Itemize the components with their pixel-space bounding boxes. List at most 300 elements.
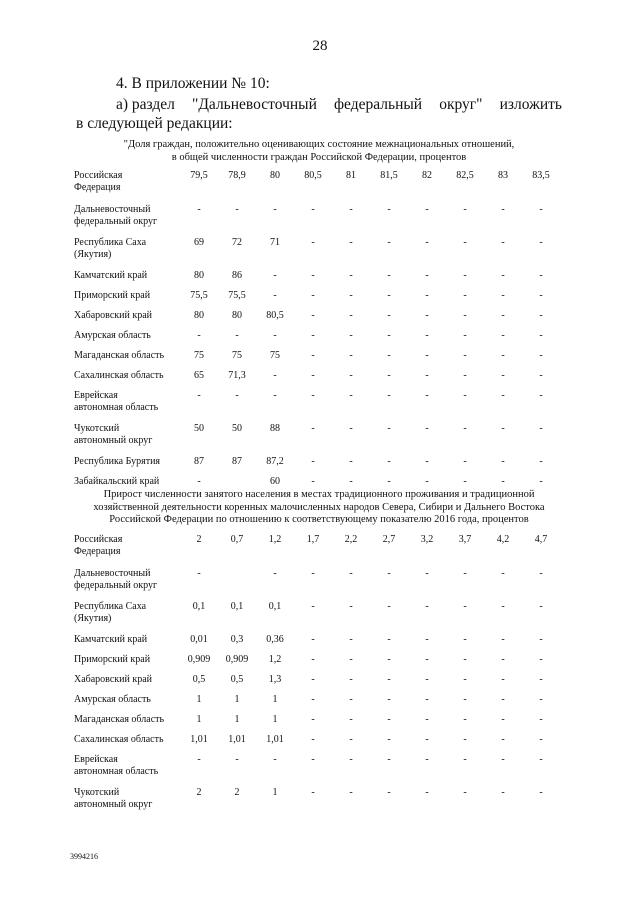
value-cell: [218, 568, 256, 601]
value-cell: -: [463, 330, 467, 341]
value-cell: -: [425, 423, 429, 434]
region-name-line: Республика Саха: [74, 237, 147, 248]
value-cell: 75: [270, 350, 280, 361]
value-cell: -: [387, 714, 391, 725]
value-cell: -: [463, 350, 467, 361]
value-cell: -: [501, 237, 505, 248]
value-cell: -: [349, 370, 353, 381]
value-cell: -: [425, 654, 429, 665]
value-cell: -: [311, 754, 315, 765]
value-cell: -: [425, 601, 429, 612]
value-cell: -: [387, 734, 391, 745]
value-cell: -: [235, 204, 239, 215]
value-cell: -: [501, 734, 505, 745]
value-cell: 78,9: [228, 170, 246, 181]
value-cell: 83: [498, 170, 508, 181]
region-name-line: Хабаровский край: [74, 674, 152, 685]
value-cell: -: [501, 370, 505, 381]
region-name-line: Дальневосточный: [74, 204, 151, 215]
value-cell: -: [349, 634, 353, 645]
region-name-line: автономный округ: [74, 435, 153, 446]
table1: [74, 170, 560, 496]
value-cell: -: [349, 734, 353, 745]
region-name-line: федеральный округ: [74, 580, 158, 591]
region-name-line: Приморский край: [74, 654, 151, 665]
value-cell: -: [425, 390, 429, 401]
value-cell: -: [273, 370, 277, 381]
value-cell: -: [463, 694, 467, 705]
value-cell: 80: [194, 270, 204, 281]
region-name-line: (Якутия): [74, 613, 112, 624]
value-cell: 69: [194, 237, 204, 248]
value-cell: 1: [196, 694, 202, 705]
value-cell: 81,5: [380, 170, 398, 181]
region-name-line: Хабаровский край: [74, 310, 152, 321]
value-cell: 0,909: [187, 654, 211, 665]
value-cell: -: [501, 754, 505, 765]
value-cell: -: [539, 601, 543, 612]
region-name: [74, 290, 180, 310]
value-cell: 87,2: [266, 456, 284, 467]
amendment-word: а) раздел: [116, 96, 175, 113]
value-cell: -: [425, 634, 429, 645]
region-name-line: Амурская область: [74, 330, 151, 341]
value-cell: 86: [232, 270, 242, 281]
value-cell: -: [501, 601, 505, 612]
value-cell: 0,36: [266, 634, 284, 645]
table-row: [74, 310, 560, 330]
value-cell: -: [387, 787, 391, 798]
region-name-line: Сахалинская область: [74, 370, 164, 381]
value-cell: -: [463, 734, 467, 745]
region-name-line: Магаданская область: [74, 714, 165, 725]
value-cell: -: [311, 734, 315, 745]
value-cell: 0,5: [192, 674, 206, 685]
value-cell: -: [539, 476, 543, 487]
value-cell: -: [463, 370, 467, 381]
value-cell: -: [311, 674, 315, 685]
value-cell: -: [387, 423, 391, 434]
value-cell: 0,01: [190, 634, 208, 645]
value-cell: -: [349, 204, 353, 215]
value-cell: 80,5: [266, 310, 284, 321]
value-cell: -: [463, 476, 467, 487]
value-cell: -: [539, 270, 543, 281]
value-cell: -: [273, 270, 277, 281]
value-cell: 3,2: [420, 534, 434, 545]
value-cell: -: [273, 568, 277, 579]
value-cell: -: [349, 754, 353, 765]
value-cell: -: [463, 654, 467, 665]
value-cell: -: [463, 310, 467, 321]
value-cell: -: [387, 204, 391, 215]
value-cell: -: [425, 350, 429, 361]
value-cell: -: [387, 601, 391, 612]
value-cell: -: [539, 310, 543, 321]
value-cell: -: [501, 330, 505, 341]
table-row: [74, 423, 560, 456]
region-name-line: Федерация: [74, 546, 121, 557]
value-cell: -: [501, 270, 505, 281]
value-cell: -: [425, 694, 429, 705]
value-cell: -: [539, 654, 543, 665]
value-cell: -: [197, 390, 201, 401]
region-name-line: Сахалинская область: [74, 734, 164, 745]
value-cell: -: [501, 714, 505, 725]
value-cell: -: [539, 390, 543, 401]
region-name: [74, 534, 180, 568]
table1-caption-line: "Доля граждан, положительно оценивающих состояние межнациональных отношений,: [123, 139, 515, 150]
value-cell: -: [463, 270, 467, 281]
value-cell: -: [539, 634, 543, 645]
value-cell: -: [235, 754, 239, 765]
value-cell: 0,1: [230, 601, 244, 612]
value-cell: 2: [196, 787, 202, 798]
amendment-word: федеральный: [334, 96, 423, 113]
value-cell: -: [387, 694, 391, 705]
value-cell: -: [387, 310, 391, 321]
value-cell: -: [311, 290, 315, 301]
value-cell: 0,1: [192, 601, 206, 612]
value-cell: 0,5: [230, 674, 244, 685]
value-cell: -: [273, 390, 277, 401]
value-cell: -: [539, 734, 543, 745]
table-row: [74, 754, 560, 787]
page-number: 28: [312, 38, 328, 54]
value-cell: -: [539, 237, 543, 248]
region-name: [74, 787, 180, 820]
value-cell: -: [349, 350, 353, 361]
value-cell: 87: [232, 456, 242, 467]
region-name-line: Чукотский: [74, 787, 120, 798]
value-cell: -: [197, 754, 201, 765]
value-cell: -: [463, 787, 467, 798]
value-cell: -: [425, 476, 429, 487]
value-cell: 60: [270, 476, 280, 487]
region-name-line: (Якутия): [74, 249, 112, 260]
value-cell: -: [387, 654, 391, 665]
table-row: [74, 714, 560, 734]
value-cell: -: [311, 694, 315, 705]
value-cell: 1: [196, 714, 202, 725]
value-cell: -: [463, 568, 467, 579]
amendment-word: изложить: [499, 96, 562, 113]
region-name-line: Магаданская область: [74, 350, 165, 361]
value-cell: -: [501, 310, 505, 321]
value-cell: -: [273, 754, 277, 765]
region-name-line: Еврейская: [74, 754, 118, 765]
value-cell: -: [197, 204, 201, 215]
value-cell: -: [349, 270, 353, 281]
table-row: [74, 456, 560, 476]
region-name: [74, 568, 180, 601]
region-name-line: Республика Бурятия: [74, 456, 161, 467]
value-cell: -: [349, 601, 353, 612]
table2: [74, 534, 560, 820]
value-cell: -: [501, 423, 505, 434]
value-cell: 1: [272, 787, 278, 798]
value-cell: -: [197, 476, 201, 487]
value-cell: -: [311, 370, 315, 381]
value-cell: -: [539, 290, 543, 301]
value-cell: -: [349, 423, 353, 434]
value-cell: -: [539, 330, 543, 341]
table-row: [74, 787, 560, 820]
value-cell: -: [501, 654, 505, 665]
value-cell: -: [387, 330, 391, 341]
value-cell: 80: [194, 310, 204, 321]
value-cell: -: [539, 350, 543, 361]
region-name-line: Российская: [74, 534, 123, 545]
region-name-line: Амурская область: [74, 694, 151, 705]
region-name: [74, 237, 180, 270]
value-cell: -: [501, 694, 505, 705]
value-cell: -: [349, 290, 353, 301]
value-cell: -: [425, 270, 429, 281]
region-name-line: Забайкальский край: [74, 476, 160, 487]
value-cell: -: [501, 204, 505, 215]
region-name: [74, 694, 180, 714]
region-name: [74, 423, 180, 456]
value-cell: -: [463, 423, 467, 434]
value-cell: -: [311, 787, 315, 798]
value-cell: -: [311, 654, 315, 665]
table-row: [74, 634, 560, 654]
region-name-line: Еврейская: [74, 390, 118, 401]
value-cell: -: [349, 456, 353, 467]
value-cell: 4,2: [496, 534, 510, 545]
value-cell: -: [311, 476, 315, 487]
value-cell: 1,01: [228, 734, 246, 745]
value-cell: -: [349, 787, 353, 798]
table1-caption-line: в общей численности граждан Российской Федерации, процентов: [171, 151, 467, 163]
value-cell: -: [349, 237, 353, 248]
value-cell: 65: [194, 370, 204, 381]
value-cell: 80: [270, 170, 280, 181]
value-cell: -: [273, 290, 277, 301]
value-cell: -: [387, 754, 391, 765]
value-cell: -: [501, 390, 505, 401]
value-cell: 0,3: [230, 634, 244, 645]
table-row: [74, 270, 560, 290]
region-name: [74, 270, 180, 290]
value-cell: 82: [422, 170, 432, 181]
value-cell: -: [425, 568, 429, 579]
value-cell: -: [501, 568, 505, 579]
value-cell: -: [425, 674, 429, 685]
value-cell: 71,3: [228, 370, 246, 381]
region-name-line: автономная область: [74, 402, 159, 413]
value-cell: -: [387, 370, 391, 381]
region-name: [74, 456, 180, 476]
value-cell: -: [235, 390, 239, 401]
value-cell: 1: [234, 694, 240, 705]
value-cell: 2: [196, 534, 202, 545]
value-cell: 0,7: [230, 534, 244, 545]
value-cell: -: [463, 290, 467, 301]
value-cell: 2,7: [382, 534, 396, 545]
value-cell: -: [311, 601, 315, 612]
value-cell: -: [387, 456, 391, 467]
value-cell: 1: [272, 694, 278, 705]
value-cell: -: [311, 423, 315, 434]
table2-caption-line: Российской Федерации по отношению к соответствующему показателю 2016 года, процентов: [109, 514, 529, 525]
value-cell: -: [273, 204, 277, 215]
value-cell: -: [349, 390, 353, 401]
value-cell: 71: [270, 237, 280, 248]
table1-caption: [76, 139, 562, 164]
value-cell: -: [311, 330, 315, 341]
value-cell: -: [273, 330, 277, 341]
value-cell: 75,5: [190, 290, 208, 301]
amendment-line-2: [116, 95, 562, 114]
value-cell: -: [501, 476, 505, 487]
table-row: [74, 568, 560, 601]
value-cell: -: [463, 674, 467, 685]
value-cell: 87: [194, 456, 204, 467]
value-cell: -: [311, 270, 315, 281]
value-cell: -: [501, 350, 505, 361]
region-name-line: Дальневосточный: [74, 568, 151, 579]
value-cell: -: [425, 290, 429, 301]
value-cell: 1: [234, 714, 240, 725]
value-cell: -: [463, 634, 467, 645]
value-cell: -: [425, 237, 429, 248]
value-cell: -: [539, 714, 543, 725]
value-cell: -: [539, 423, 543, 434]
amendment-line-3: в следующей редакции:: [76, 115, 233, 132]
value-cell: 81: [346, 170, 356, 181]
region-name-line: Приморский край: [74, 290, 151, 301]
value-cell: -: [387, 674, 391, 685]
value-cell: -: [387, 568, 391, 579]
value-cell: 1,2: [268, 654, 282, 665]
value-cell: -: [539, 694, 543, 705]
value-cell: -: [349, 714, 353, 725]
value-cell: -: [311, 350, 315, 361]
value-cell: -: [425, 754, 429, 765]
value-cell: 2: [234, 787, 240, 798]
region-name-line: Республика Саха: [74, 601, 147, 612]
value-cell: -: [311, 634, 315, 645]
table-row: [74, 390, 560, 423]
value-cell: -: [463, 754, 467, 765]
table-row: [74, 350, 560, 370]
table-row: [74, 290, 560, 310]
value-cell: -: [501, 787, 505, 798]
region-name: [74, 390, 180, 423]
value-cell: -: [463, 204, 467, 215]
value-cell: 75: [232, 350, 242, 361]
value-cell: 0,909: [225, 654, 249, 665]
value-cell: -: [387, 350, 391, 361]
value-cell: -: [387, 390, 391, 401]
table-row: [74, 170, 560, 204]
amendment-word: округ": [439, 96, 483, 113]
region-name-line: Федерация: [74, 182, 121, 193]
value-cell: -: [311, 390, 315, 401]
value-cell: -: [349, 330, 353, 341]
value-cell: -: [425, 330, 429, 341]
value-cell: 0,1: [268, 601, 282, 612]
table2-caption-line: Прирост численности занятого населения в местах традиционного проживания и традиционной: [103, 489, 535, 500]
value-cell: 79,5: [190, 170, 208, 181]
value-cell: 1,01: [266, 734, 284, 745]
table-row: [74, 237, 560, 270]
table-row: [74, 370, 560, 390]
table2-caption-line: хозяйственной деятельности коренных малочисленных народов Севера, Сибири и Дальнего Востока: [93, 501, 545, 513]
value-cell: 2,2: [344, 534, 358, 545]
table-row: [74, 534, 560, 568]
region-name: [74, 674, 180, 694]
region-name-line: автономный округ: [74, 799, 153, 810]
value-cell: -: [311, 237, 315, 248]
value-cell: 80,5: [304, 170, 322, 181]
document-code: 3994216: [70, 852, 98, 861]
value-cell: -: [311, 714, 315, 725]
value-cell: -: [539, 787, 543, 798]
value-cell: -: [311, 204, 315, 215]
region-name: [74, 310, 180, 330]
value-cell: -: [387, 270, 391, 281]
value-cell: -: [539, 204, 543, 215]
value-cell: -: [539, 456, 543, 467]
value-cell: 83,5: [532, 170, 550, 181]
value-cell: -: [539, 754, 543, 765]
value-cell: 3,7: [458, 534, 472, 545]
table-row: [74, 694, 560, 714]
value-cell: -: [387, 634, 391, 645]
value-cell: -: [463, 456, 467, 467]
value-cell: 1,7: [306, 534, 320, 545]
value-cell: 75,5: [228, 290, 246, 301]
value-cell: -: [425, 787, 429, 798]
table-row: [74, 204, 560, 237]
region-name: [74, 330, 180, 350]
value-cell: 4,7: [534, 534, 548, 545]
value-cell: -: [311, 310, 315, 321]
value-cell: -: [425, 204, 429, 215]
value-cell: 72: [232, 237, 242, 248]
region-name: [74, 714, 180, 734]
value-cell: 80: [232, 310, 242, 321]
region-name: [74, 204, 180, 237]
value-cell: -: [463, 237, 467, 248]
value-cell: -: [501, 634, 505, 645]
value-cell: 50: [194, 423, 204, 434]
value-cell: 1,3: [268, 674, 282, 685]
region-name: [74, 601, 180, 634]
amendment-word: "Дальневосточный: [192, 96, 317, 113]
region-name: [74, 654, 180, 674]
table-row: [74, 654, 560, 674]
value-cell: -: [425, 734, 429, 745]
region-name: [74, 170, 180, 204]
value-cell: -: [501, 674, 505, 685]
value-cell: -: [539, 674, 543, 685]
value-cell: -: [425, 370, 429, 381]
value-cell: 82,5: [456, 170, 474, 181]
value-cell: -: [349, 568, 353, 579]
table-row: [74, 674, 560, 694]
value-cell: 88: [270, 423, 280, 434]
value-cell: -: [425, 714, 429, 725]
value-cell: -: [387, 476, 391, 487]
value-cell: 1: [272, 714, 278, 725]
value-cell: -: [197, 568, 201, 579]
region-name-line: автономная область: [74, 766, 159, 777]
table-row: [74, 330, 560, 350]
